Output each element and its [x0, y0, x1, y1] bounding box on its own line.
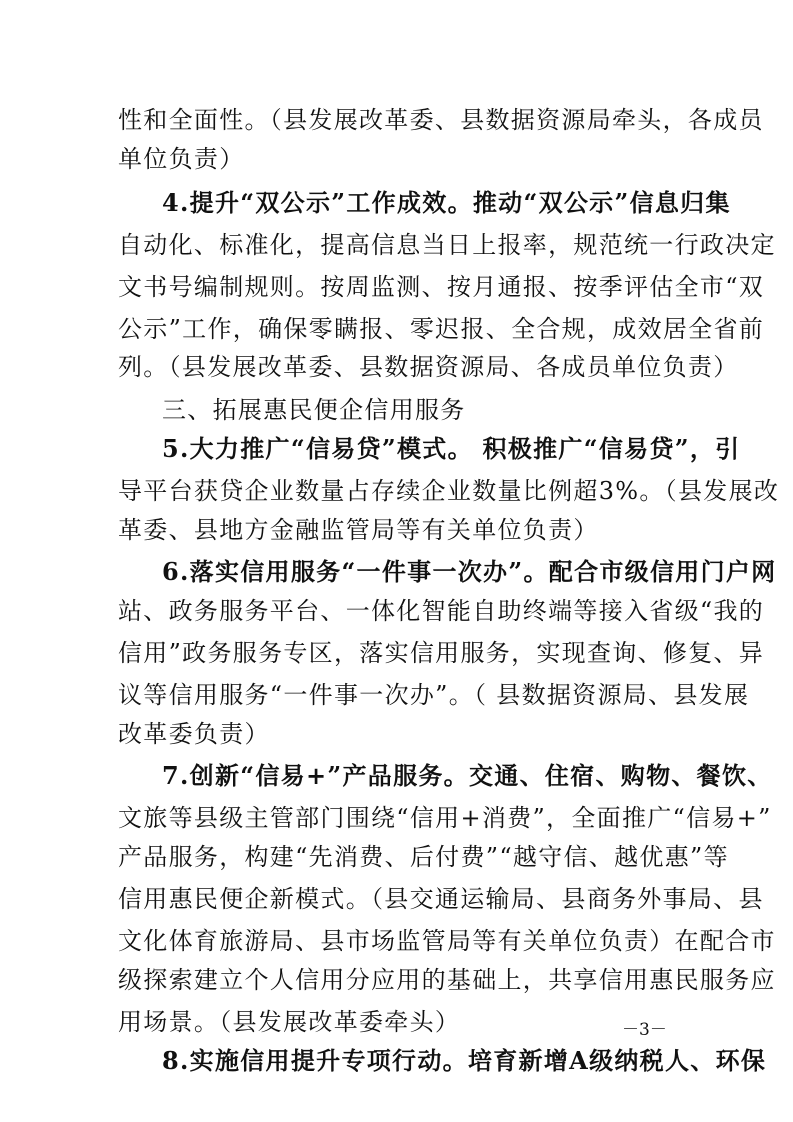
section-heading: 7.创新“信易+”产品服务。交通、住宿、购物、餐饮、 [162, 761, 773, 790]
text-line: 自动化、标准化，提高信息当日上报率，规范统一行政决定 [118, 231, 776, 259]
text-line: 改革委负责） [118, 720, 270, 748]
text-line: 单位负责） [118, 145, 245, 173]
section-heading: 6.落实信用服务“一件事一次办”。配合市级信用门户网 [162, 557, 777, 586]
section-heading: 8.实施信用提升专项行动。培育新增A级纳税人、环保 [162, 1046, 767, 1075]
section-title: 三、拓展惠民便企信用服务 [162, 396, 466, 424]
section-heading: 4.提升“双公示”工作成效。推动“双公示”信息归集 [162, 188, 731, 217]
text-line: 议等信用服务“一件事一次办”。（ 县数据资源局、县发展 [118, 681, 750, 709]
text-line: 文化体育旅游局、县市场监管局等有关单位负责）在配合市 [118, 927, 776, 955]
text-line: 产品服务，构建“先消费、后付费”“越守信、越优惠”等 [118, 843, 729, 871]
text-line: 文旅等县级主管部门围绕“信用+消费”，全面推广“信易+” [118, 804, 772, 832]
text-line: 信用惠民便企新模式。（县交通运输局、县商务外事局、县 [118, 885, 764, 913]
text-line: 公示”工作，确保零瞒报、零迟报、全合规，成效居全省前 [118, 315, 765, 343]
text-line: 站、政务服务平台、一体化智能自助终端等接入省级“我的 [118, 597, 765, 625]
text-line: 文书号编制规则。按周监测、按月通报、按季评估全市“双 [118, 273, 765, 301]
text-line: 性和全面性。（县发展改革委、县数据资源局牵头，各成员 [118, 106, 764, 134]
page-number: －3－ [622, 1020, 667, 1040]
text-line: 用场景。（县发展改革委牵头） [118, 1008, 461, 1036]
text-line: 革委、县地方金融监管局等有关单位负责） [118, 516, 599, 544]
text-line: 导平台获贷企业数量占存续企业数量比例超3%。（县发展改 [118, 477, 780, 505]
section-heading: 5.大力推广“信易贷”模式。 积极推广“信易贷”，引 [162, 434, 741, 463]
text-line: 级探索建立个人信用分应用的基础上，共享信用惠民服务应 [118, 966, 776, 994]
text-line: 列。（县发展改革委、县数据资源局、各成员单位负责） [118, 353, 739, 381]
text-line: 信用”政务服务专区，落实信用服务，实现查询、修复、异 [118, 639, 765, 667]
